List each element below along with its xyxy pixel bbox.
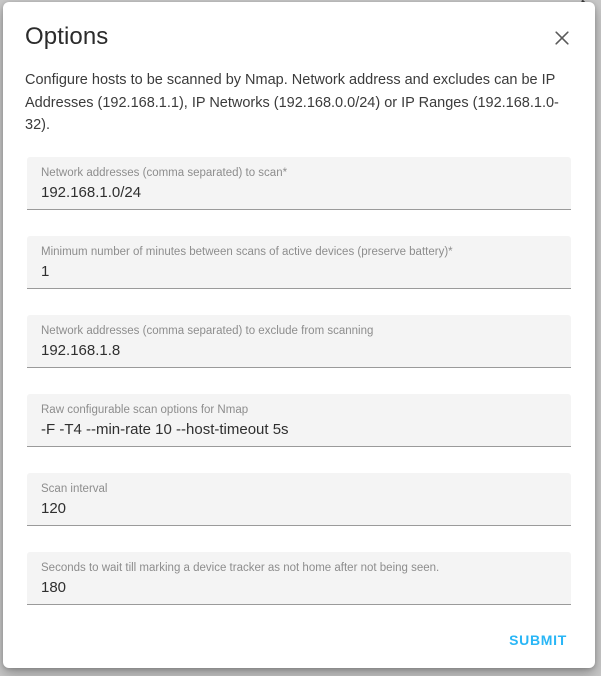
field-minimum-minutes-between-scans[interactable] [27,236,571,289]
field-value[interactable]: 192.168.1.0/24 [41,183,142,201]
field-network-addresses-to-scan[interactable] [27,157,571,210]
options-form [27,157,571,605]
field-value[interactable]: -F -T4 --min-rate 10 --host-timeout 5s [41,420,289,438]
field-raw-nmap-scan-options[interactable] [27,394,571,447]
dialog-actions [3,626,595,654]
field-label: Network addresses (comma separated) to scan* [41,166,288,179]
close-icon [552,28,572,48]
field-network-addresses-to-exclude[interactable] [27,315,571,368]
field-value[interactable]: 120 [41,499,67,517]
options-dialog [3,2,595,668]
field-value[interactable]: 180 [41,578,67,596]
close-button[interactable] [549,25,575,51]
field-label: Scan interval [41,482,108,495]
field-label: Seconds to wait till marking a device tracker as not home after not being seen. [41,561,440,574]
field-label: Raw configurable scan options for Nmap [41,403,249,416]
field-consider-home-seconds[interactable] [27,552,571,605]
dialog-header [3,2,595,52]
field-scan-interval[interactable] [27,473,571,526]
page-title: Options [25,23,109,50]
field-value[interactable]: 1 [41,262,50,280]
dialog-description: Configure hosts to be scanned by Nmap. Network address and excludes can be IP Addresses (192.168.1.1), IP Networks (192.168.0.0/24) or IP Ranges (192.168.1.0-32). [25,72,559,133]
field-value[interactable]: 192.168.1.8 [41,341,121,359]
field-label: Network addresses (comma separated) to exclude from scanning [41,324,374,337]
submit-button[interactable]: SUBMIT [503,626,573,654]
field-label: Minimum number of minutes between scans of active devices (preserve battery)* [41,245,453,258]
